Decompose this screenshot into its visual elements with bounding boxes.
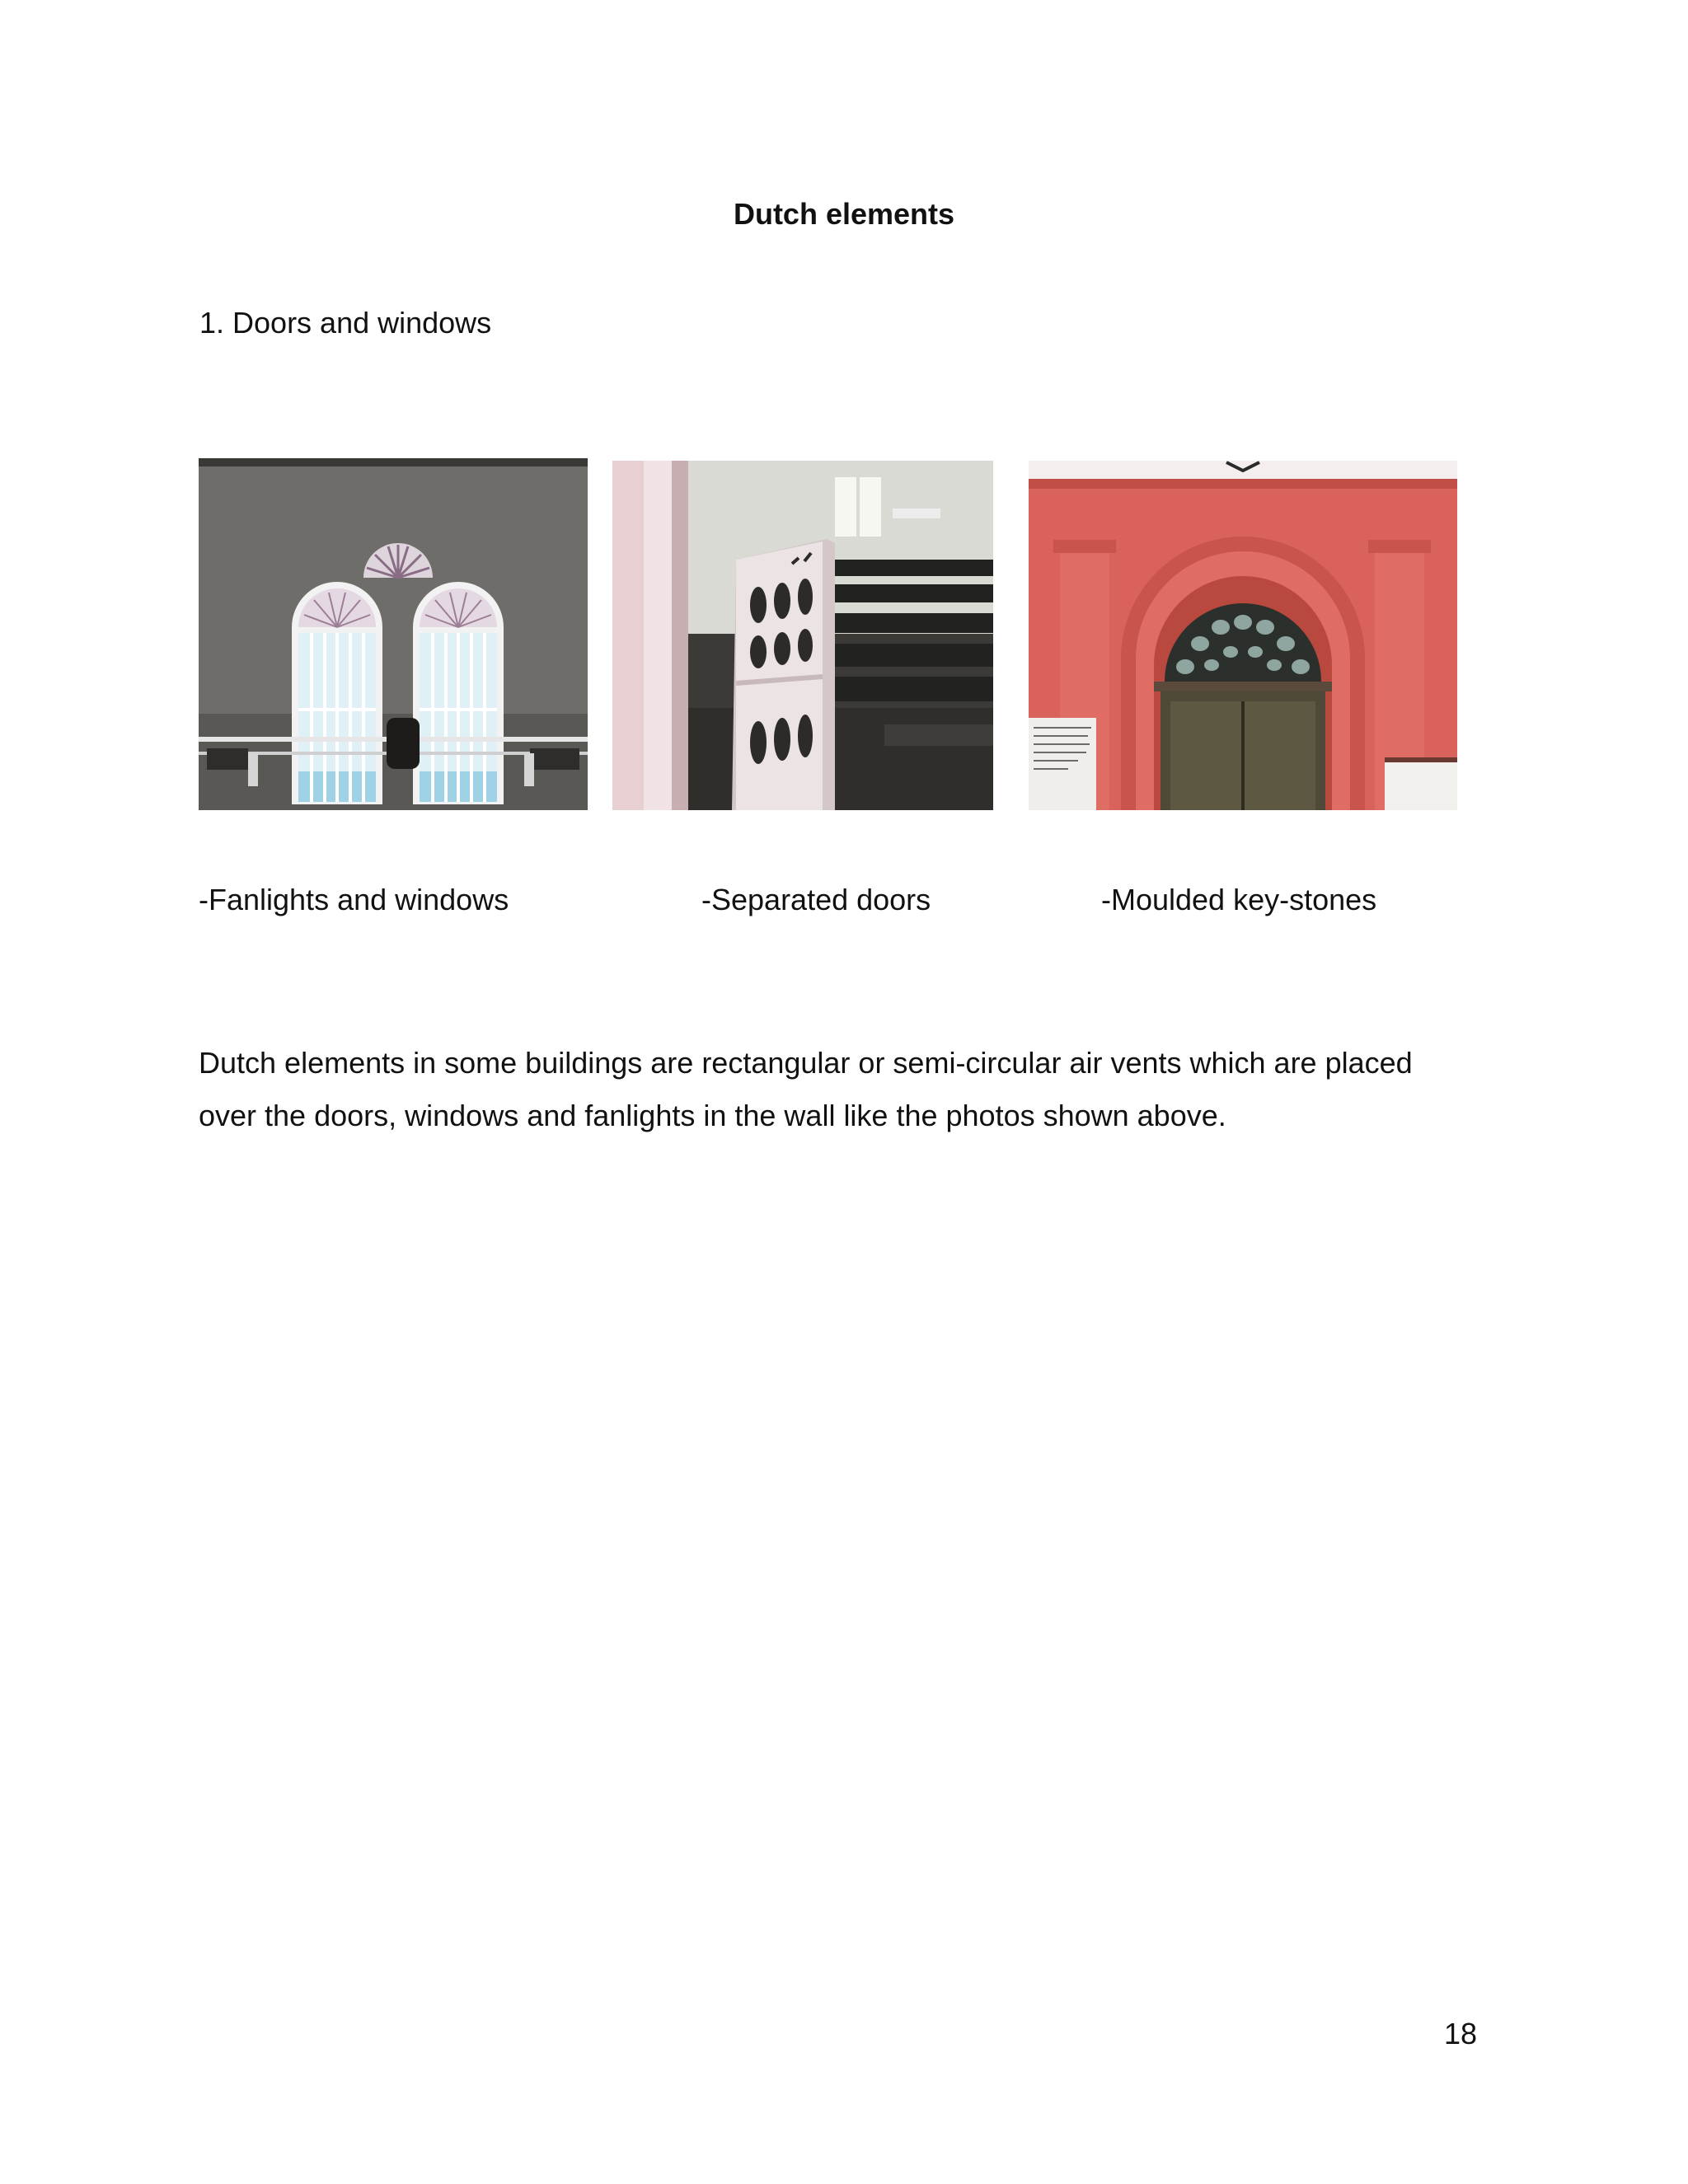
figure-caption-fanlights: -Fanlights and windows (199, 883, 509, 916)
body-paragraph: Dutch elements in some buildings are rectangular or semi-circular air vents which are placed over the doors, windows and fanlights in the wall like the photos shown above. (199, 1046, 1413, 1132)
page-title: Dutch elements (733, 197, 955, 231)
photo-fanlights-windows (199, 458, 588, 810)
figure-caption-keystones: -Moulded key-stones (1101, 883, 1377, 916)
figure-caption-doors: -Separated doors (701, 883, 931, 916)
section-heading: 1. Doors and windows (199, 306, 492, 340)
photo-moulded-keystones (1029, 461, 1457, 810)
page-number: 18 (1444, 2017, 1478, 2050)
photo-separated-doors (612, 461, 993, 810)
